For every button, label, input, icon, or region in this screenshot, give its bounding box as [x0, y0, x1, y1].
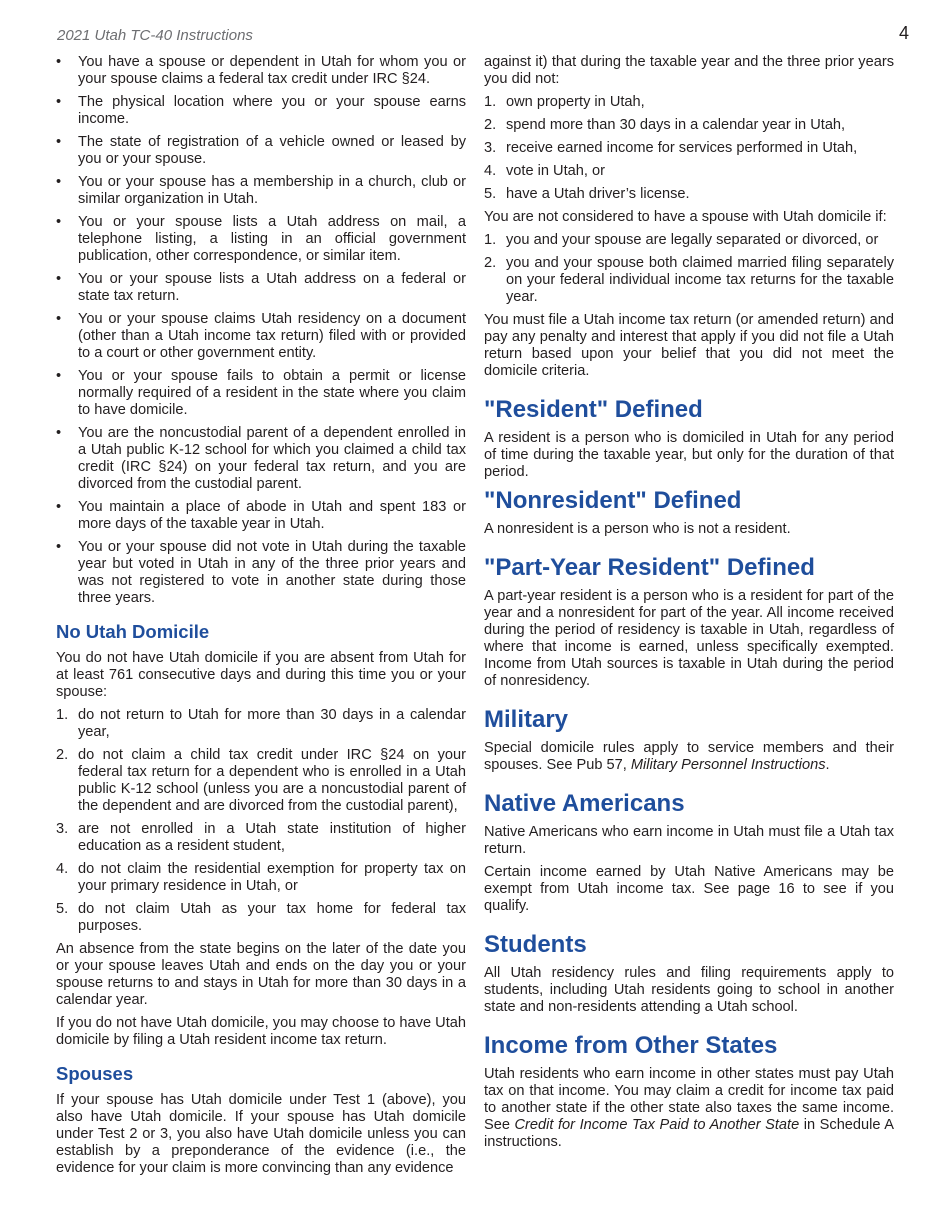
not-spouse-list: [484, 232, 894, 306]
list-item: 5. have a Utah driver’s license.: [484, 186, 690, 202]
no-domicile-intro: You do not have Utah domicile if you are absent from Utah for at least 761 consecutive days and during this time you or your spouse:: [56, 650, 466, 700]
no-utah-domicile-heading: No Utah Domicile: [56, 621, 210, 642]
list-item: 4. vote in Utah, or: [484, 163, 605, 179]
part-year-resident-heading: "Part-Year Resident" Defined: [484, 554, 815, 581]
right-column: [484, 54, 894, 1157]
list-item: • The state of registration of a vehicle owned or leased by you or your spouse.: [56, 134, 466, 168]
military-heading: Military: [484, 706, 569, 733]
list-item: 2. you and your spouse both claimed married filing separately on your federal individual income tax returns for the taxable year.: [484, 255, 894, 305]
list-item: 1. own property in Utah,: [484, 94, 645, 110]
list-item: • You or your spouse has a membership in a church, club or similar organization in Utah.: [56, 174, 466, 208]
nonresident-defined-heading: "Nonresident" Defined: [484, 487, 742, 514]
list-item: 1. do not return to Utah for more than 30 days in a calendar year,: [56, 707, 466, 740]
students-paragraph: All Utah residency rules and filing requirements apply to students, including Utah residents going to school in another state and non-residents attending a Utah school.: [484, 965, 894, 1015]
resident-defined-heading: "Resident" Defined: [484, 396, 703, 423]
list-item: • You or your spouse did not vote in Utah during the taxable year but voted in Utah in any of the three prior years and was not registered to vote in another state during those three years.: [56, 539, 466, 607]
list-item: 2. spend more than 30 days in a calendar year in Utah,: [484, 117, 846, 133]
income-other-states-paragraph: Utah residents who earn income in other states must pay Utah tax on that income. You may claim a credit for income tax paid to another state if the other state also taxes the same income. See Credit for Income Tax Paid to Another State in Schedule A instructions.: [484, 1066, 894, 1150]
list-item: 4. do not claim the residential exemption for property tax on your primary residence in Utah, or: [56, 861, 466, 894]
not-spouse-intro: You are not considered to have a spouse with Utah domicile if:: [484, 209, 887, 225]
domicile-factors-list: [56, 54, 466, 607]
page-number: 4: [899, 23, 910, 43]
absence-paragraph: An absence from the state begins on the later of the date you or your spouse leaves Utah and ends on the day you or your spouse returns to and stays in Utah for more than 30 days in a calendar year.: [56, 941, 466, 1008]
list-item: 3. receive earned income for services performed in Utah,: [484, 140, 858, 156]
list-item: • You or your spouse lists a Utah address on a federal or state tax return.: [56, 271, 466, 305]
spouses-continued-paragraph: against it) that during the taxable year and the three prior years you did not:: [484, 54, 894, 87]
must-file-paragraph: You must file a Utah income tax return (or amended return) and pay any penalty and interest that apply if you did not file a Utah return based upon your belief that you did not meet the domicile criteria.: [484, 312, 894, 379]
list-item: • You have a spouse or dependent in Utah for whom you or your spouse claims a federal tax credit under IRC §24.: [56, 54, 466, 88]
no-domicile-list: [56, 707, 466, 935]
spouses-paragraph: If your spouse has Utah domicile under Test 1 (above), you also have Utah domicile. If your spouse has Utah domicile under Test 2 or 3, you also have Utah domicile unless you can establish by a preponderance of the evidence (i.e., the evidence for your claim is more convincing than any evidence: [56, 1092, 466, 1176]
document-header-title: 2021 Utah TC-40 Instructions: [57, 27, 253, 44]
native-americans-paragraph-1: Native Americans who earn income in Utah must file a Utah tax return.: [484, 824, 894, 857]
students-heading: Students: [484, 931, 587, 958]
list-item: • You or your spouse lists a Utah address on mail, a telephone listing, a listing in an official government publication, other correspondence, or similar item.: [56, 214, 466, 265]
choose-domicile-paragraph: If you do not have Utah domicile, you may choose to have Utah domicile by filing a Utah resident income tax return.: [56, 1015, 466, 1048]
native-americans-heading: Native Americans: [484, 790, 685, 817]
part-year-paragraph: A part-year resident is a person who is a resident for part of the year and a nonresident for part of the year. All income received during the period of residency is taxable in Utah, regardless of where that income is earned, unless specifically exempted. Income from Utah sources is taxable in Utah during the period of nonresidency.: [484, 588, 894, 689]
list-item: 2. do not claim a child tax credit under IRC §24 on your federal tax return for a dependent who is enrolled in a Utah public K-12 school (unless you are a noncustodial parent of the dependent and are divorced from the custodial parent),: [56, 747, 466, 814]
list-item: • You maintain a place of abode in Utah and spent 183 or more days of the taxable year in Utah.: [56, 499, 466, 533]
list-item: 3. are not enrolled in a Utah state institution of higher education as a resident student,: [56, 821, 466, 854]
list-item: 5. do not claim Utah as your tax home for federal tax purposes.: [56, 901, 466, 934]
resident-paragraph: A resident is a person who is domiciled in Utah for any period of time during the taxable year, but only for the duration of that period.: [484, 430, 894, 480]
list-item: • You are the noncustodial parent of a dependent enrolled in a Utah public K-12 school for which you claimed a child tax credit (IRC §24) on your federal tax return, and you are divorced from the custodial parent.: [56, 425, 466, 493]
left-column: [56, 54, 466, 1183]
military-paragraph: Special domicile rules apply to service members and their spouses. See Pub 57, Military Personnel Instructions.: [484, 740, 894, 773]
spouses-conditions-list: [484, 94, 894, 203]
list-item: 1. you and your spouse are legally separated or divorced, or: [484, 232, 879, 248]
nonresident-paragraph: A nonresident is a person who is not a resident.: [484, 521, 791, 537]
spouses-heading: Spouses: [56, 1063, 134, 1084]
list-item: • You or your spouse claims Utah residency on a document (other than a Utah income tax return) filed with or provided to a court or other government entity.: [56, 311, 466, 362]
income-other-states-heading: Income from Other States: [484, 1032, 778, 1059]
native-americans-paragraph-2: Certain income earned by Utah Native Americans may be exempt from Utah income tax. See page 16 to see if you qualify.: [484, 864, 894, 914]
list-item: • The physical location where you or your spouse earns income.: [56, 94, 466, 128]
list-item: • You or your spouse fails to obtain a permit or license normally required of a resident in the state where you claim to have domicile.: [56, 368, 466, 419]
